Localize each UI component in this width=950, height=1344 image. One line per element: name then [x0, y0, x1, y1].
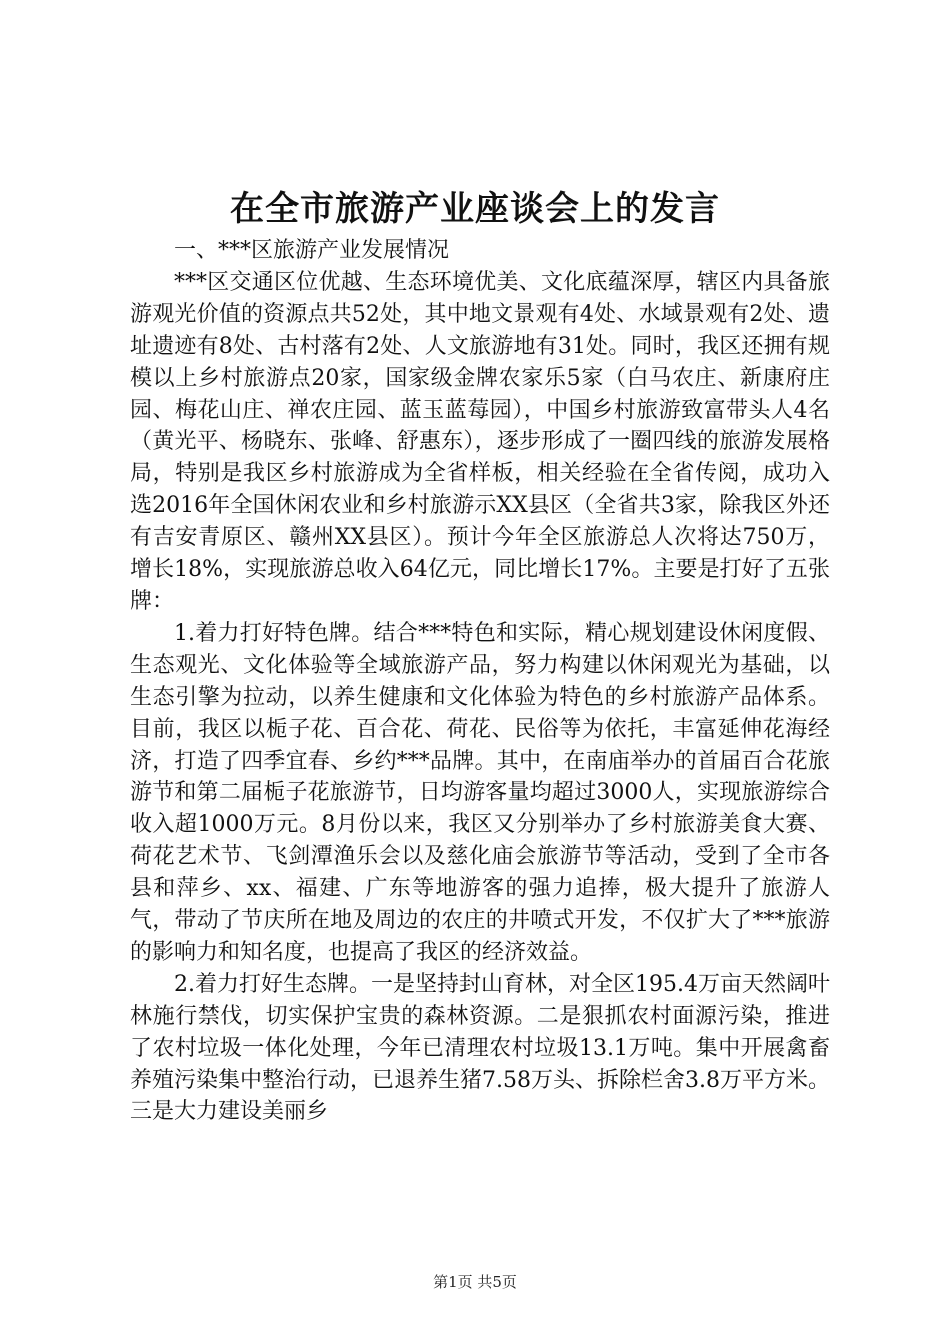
document-body — [130, 235, 830, 1128]
section-heading: 一、***区旅游产业发展情况 — [174, 238, 450, 263]
paragraph: ***区交通区位优越、生态环境优美、文化底蕴深厚，辖区内具备旅游观光价值的资源点共52处，其中地文景观有4处、水域景观有2处、遗址遗迹有8处、古村落有2处、人文旅游地有31处。同时，我区还拥有规模以上乡村旅游点20家，国家级金牌农家乐5家（白马农庄、新康府庄园、梅花山庄、禅农庄园、蓝玉蓝莓园），中国乡村旅游致富带头人4名（黄光平、杨晓东、张峰、舒惠东），逐步形成了一圈四线的旅游发展格局，特别是我区乡村旅游成为全省样板，相关经验在全省传阅，成功入选2016年全国休闲农业和乡村旅游示XX县区（全省共3家，除我区外还有吉安青原区、赣州XX县区）。预计今年全区旅游总人次将达750万，增长18%，实现旅游总收入64亿元，同比增长17%。主要是打好了五张牌： — [130, 269, 830, 614]
document-title: 在全市旅游产业座谈会上的发言 — [230, 189, 720, 229]
paragraph: 1.着力打好特色牌。结合***特色和实际，精心规划建设休闲度假、生态观光、文化体验等全域旅游产品，努力构建以休闲观光为基础，以生态引擎为拉动，以养生健康和文化体验为特色的乡村旅游产品体系。目前，我区以栀子花、百合花、荷花、民俗等为依托，丰富延伸花海经济，打造了四季宜春、乡约***品牌。其中，在南庙举办的首届百合花旅游节和第二届栀子花旅游节，日均游客量均超过3000人，实现旅游综合收入超1000万元。8月份以来，我区又分别举办了乡村旅游美食大赛、荷花艺术节、飞剑潭渔乐会以及慈化庙会旅游节等活动，受到了全市各县和萍乡、xx、福建、广东等地游客的强力追捧，极大提升了旅游人气，带动了节庆所在地及周边的农庄的井喷式开发，不仅扩大了***旅游的影响力和知名度，也提高了我区的经济效益。 — [130, 620, 830, 965]
page-footer: 第1页 共5页 — [433, 1273, 517, 1291]
paragraph: 2.着力打好生态牌。一是坚持封山育林，对全区195.4万亩天然阔叶林施行禁伐，切实保护宝贵的森林资源。二是狠抓农村面源污染，推进了农村垃圾一体化处理，今年已清理农村垃圾13.1万吨。集中开展禽畜养殖污染集中整治行动，已退养生猪7.58万头、拆除栏舍3.8万平方米。三是大力建设美丽乡 — [130, 971, 830, 1125]
